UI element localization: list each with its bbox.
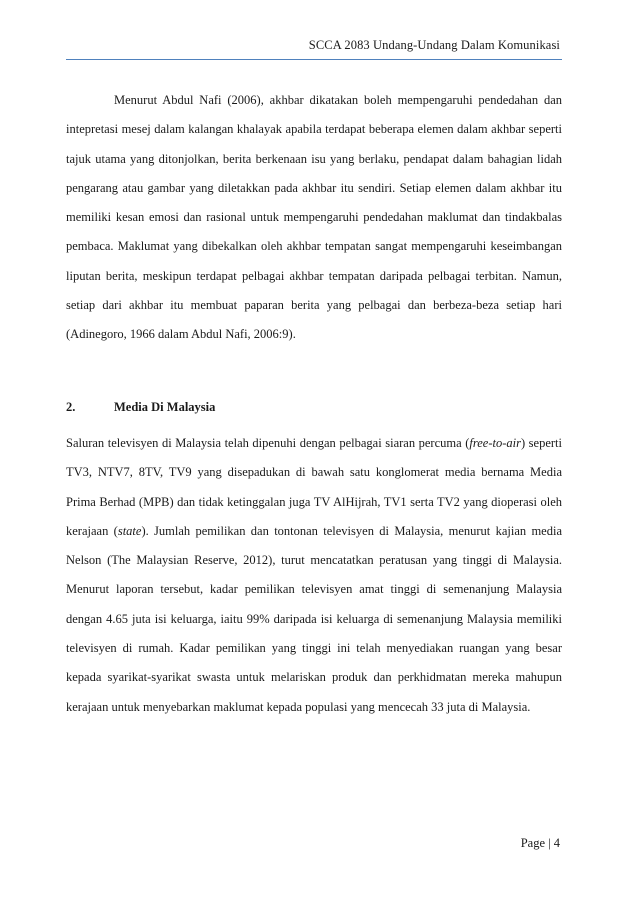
section-paragraph bbox=[66, 429, 562, 722]
page-body bbox=[66, 86, 562, 722]
section-number: 2. bbox=[66, 399, 76, 414]
section-text-part-2: ) seperti TV3, NTV7, 8TV, TV9 yang disepadukan di bawah satu konglomerat media bernama Media Prima Berhad (MPB) dan tidak ketinggalan juga TV AlHijrah, TV1 serta TV2 yang dioperasi oleh kerajaan ( bbox=[66, 435, 562, 538]
section-italic-term-1: free-to-air bbox=[469, 435, 521, 450]
section-text-part-3: ). Jumlah pemilikan dan tontonan televisyen di Malaysia, menurut kajian media Nelson (The Malaysian Reserve, 2012), turut mencatatkan peratusan yang tinggi di Malaysia. Menurut laporan tersebut, kadar pemilikan televisyen amat tinggi di semenanjung Malaysia dengan 4.65 juta isi keluarga, iaitu 99% daripada isi keluarga di semenanjung Malaysia memiliki televisyen di rumah. Kadar pemilikan yang tinggi ini telah menyediakan ruangan yang besar kepada syarikat-syarikat swasta untuk melariskan produk dan perkhidmatan mereka mahupun kerajaan untuk menyebarkan maklumat kepada populasi yang mencecah 33 juta di Malaysia. bbox=[66, 523, 562, 714]
section-italic-term-2: state bbox=[117, 523, 142, 538]
header-divider bbox=[66, 59, 562, 60]
body-paragraph-1: Menurut Abdul Nafi (2006), akhbar dikatakan boleh mempengaruhi pendedahan dan intepretasi mesej dalam kalangan khalayak apabila terdapat beberapa elemen dalam akhbar seperti tajuk utama yang ditonjolkan, berita berkenaan isu yang berlaku, pendapat dalam bahagian lidah pengarang atau gambar yang diletakkan pada akhbar itu sendiri. Setiap elemen dalam akhbar itu memiliki kesan emosi dan rasional untuk mempengaruhi pendedahan maklumat dan tindakbalas pembaca. Maklumat yang dibekalkan oleh akhbar tempatan sangat mempengaruhi keseimbangan liputan berita, meskipun terdapat pelbagai akhbar tempatan daripada pelbagai terbitan. Namun, setiap dari akhbar itu membuat paparan berita yang pelbagai dan berbeza-beza setiap hari (Adinegoro, 1966 dalam Abdul Nafi, 2006:9). bbox=[66, 93, 562, 342]
running-header: SCCA 2083 Undang-Undang Dalam Komunikasi bbox=[308, 38, 560, 52]
section-text-part-1: Saluran televisyen di Malaysia telah dipenuhi dengan pelbagai siaran percuma ( bbox=[66, 435, 470, 450]
page-number: Page | 4 bbox=[520, 836, 560, 850]
section-title: Media Di Malaysia bbox=[114, 399, 216, 414]
section-heading bbox=[66, 393, 562, 422]
